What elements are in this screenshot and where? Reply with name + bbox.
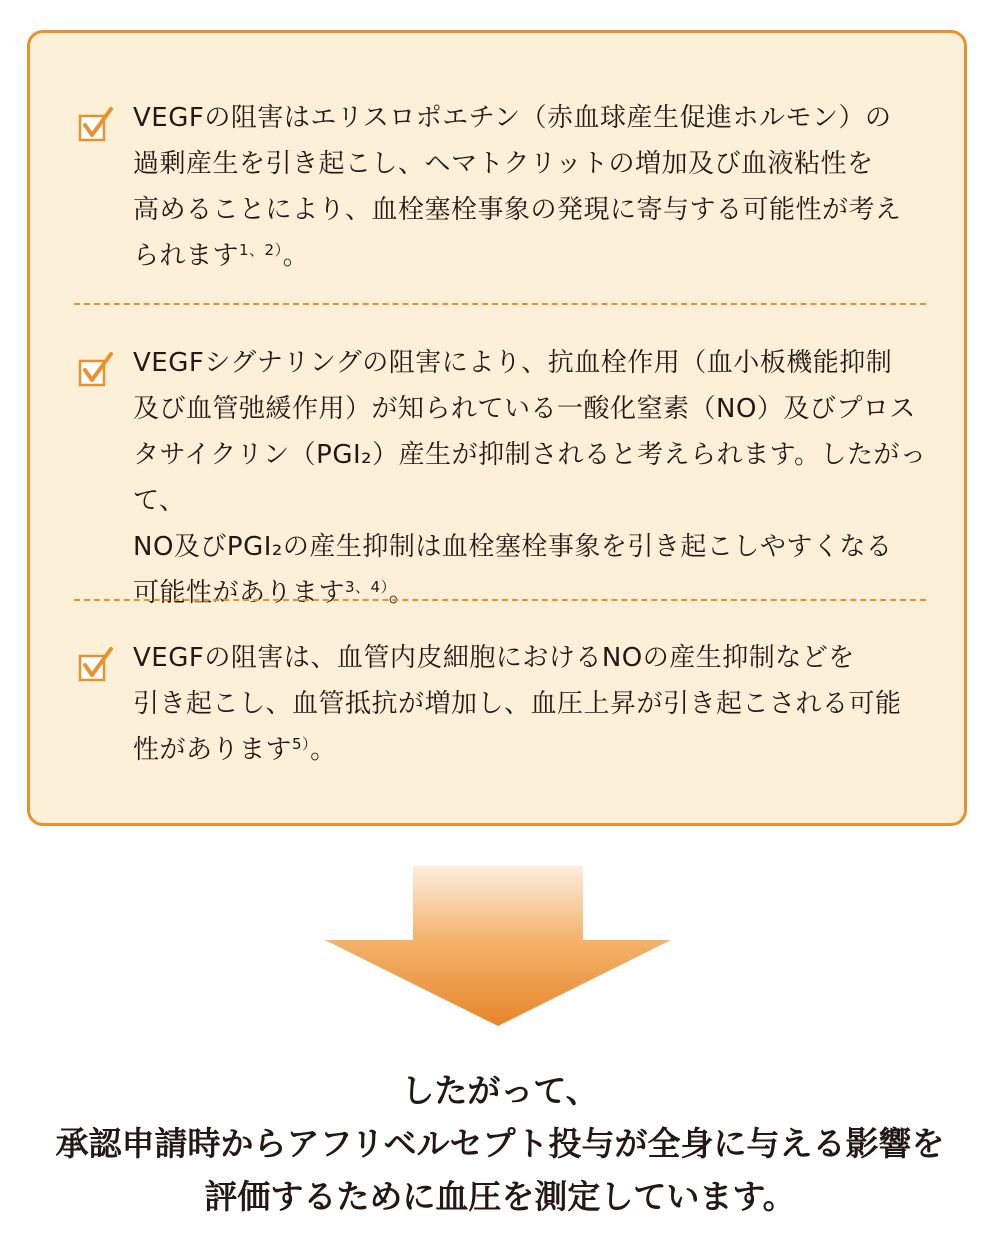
list-item xyxy=(78,635,928,773)
reference-mark: 1、2） xyxy=(239,241,283,259)
dashed-divider xyxy=(74,599,926,601)
info-panel xyxy=(27,30,967,826)
reference-mark: 5） xyxy=(292,735,311,753)
item-text: VEGFの阻害はエリスロポエチン（赤血球産生促進ホルモン）の 過剰産生を引き起こし、ヘマトクリットの増加及び血液粘性を 高めることにより、血栓塞栓事象の発現に寄与する可能性が考え られます$^{1、2)}$。 xyxy=(133,103,902,271)
dashed-divider xyxy=(74,303,926,305)
list-item xyxy=(78,95,928,279)
checked-checkbox-icon xyxy=(78,107,114,143)
item-text: VEGFシグナリングの阻害により、抗血栓作用（血小板機能抑制 及び血管弛緩作用）が知られている一酸化窒素（NO）及びプロス タサイクリン（PGI₂）産生が抑制されると考えられます。したがって、 NO及びPGI₂の産生抑制は血栓塞栓事象を引き起こしやすくなる 可能性があります$^{3、4)}$。 xyxy=(133,348,927,608)
down-arrow-icon xyxy=(325,866,671,1026)
conclusion-text xyxy=(0,1064,1000,1223)
list-item xyxy=(78,340,928,616)
conclusion-line: したがって、 xyxy=(401,1071,599,1110)
checked-checkbox-icon xyxy=(78,647,114,683)
checked-checkbox-icon xyxy=(78,352,114,388)
conclusion-line: 承認申請時からアフリベルセプト投与が全身に与える影響を xyxy=(55,1124,945,1163)
reference-mark: 3、4） xyxy=(345,578,389,596)
item-text: VEGFの阻害は、血管内皮細胞におけるNOの産生抑制などを 引き起こし、血管抵抗が増加し、血圧上昇が引き起こされる可能 性があります$^{5)}$。 xyxy=(133,643,902,765)
conclusion-line: 評価するために血圧を測定しています。 xyxy=(204,1177,796,1216)
